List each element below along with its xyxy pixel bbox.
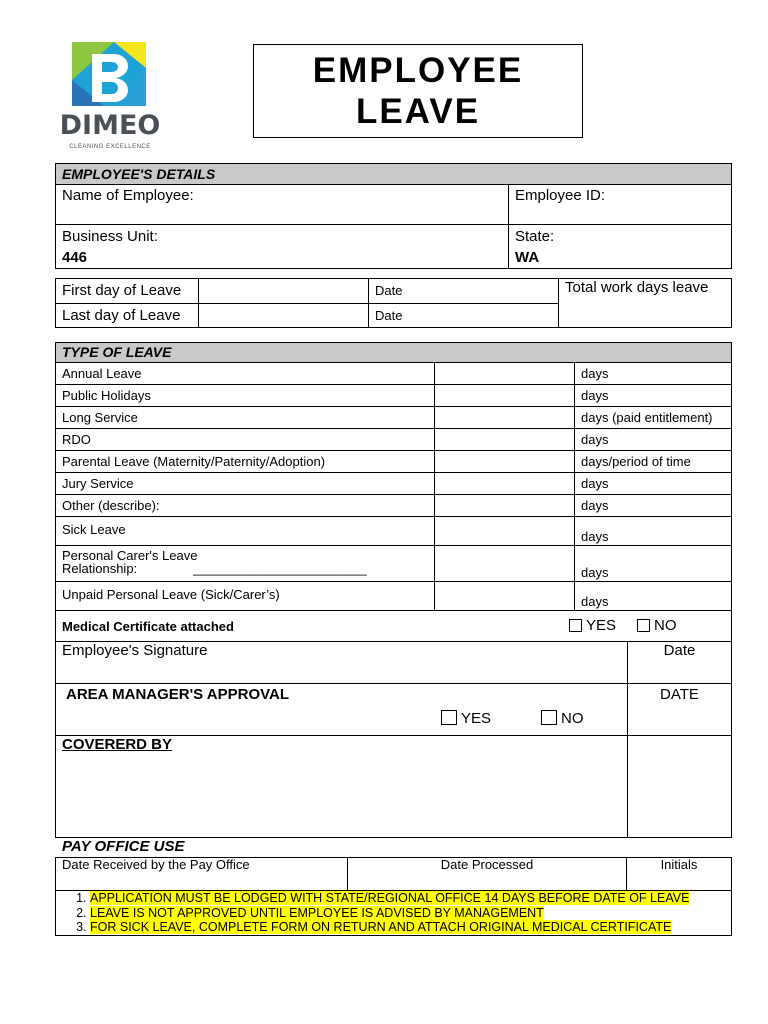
- first-day-date-field[interactable]: [369, 279, 559, 304]
- approval-no-label: NO: [561, 710, 584, 727]
- approval-yes-label: YES: [461, 710, 492, 727]
- leave-type: Sick Leave: [56, 517, 435, 546]
- leave-type: Unpaid Personal Leave (Sick/Carer’s): [56, 582, 435, 611]
- employee-details-table: [55, 163, 732, 269]
- covered-by-side-field[interactable]: [628, 736, 732, 838]
- total-days-label: Total work days leave: [565, 279, 709, 296]
- leave-days-input[interactable]: [435, 451, 575, 473]
- logo-tagline: CLEANING EXCELLENCE: [69, 144, 151, 150]
- leave-days-input[interactable]: [435, 517, 575, 546]
- leave-row: [56, 385, 732, 407]
- medical-no-label: NO: [654, 617, 677, 634]
- approval-table: [55, 610, 732, 838]
- leave-unit: days: [575, 546, 732, 582]
- date-processed-field[interactable]: [348, 858, 627, 891]
- leave-unit: days/period of time: [575, 451, 732, 473]
- medical-no-option[interactable]: [637, 617, 677, 634]
- state-value: WA: [515, 249, 540, 266]
- pay-office-notes: [56, 891, 732, 936]
- business-unit-value: 446: [62, 249, 88, 266]
- medical-certificate-row: [56, 611, 732, 642]
- signature-date-field[interactable]: [628, 642, 732, 684]
- leave-unit: days: [575, 582, 732, 611]
- form-title: [253, 44, 583, 138]
- medical-certificate-label: Medical Certificate attached: [62, 619, 234, 634]
- leave-unit: days: [575, 429, 732, 451]
- employee-signature-label: Employee's Signature: [62, 642, 208, 659]
- approval-yes-checkbox[interactable]: [441, 710, 457, 725]
- leave-row: [56, 517, 732, 546]
- note-item: 1. APPLICATION MUST BE LODGED WITH STATE/REGIONAL OFFICE 14 DAYS BEFORE DATE OF LEAVE: [90, 891, 731, 906]
- leave-dates-table: [55, 278, 732, 328]
- leave-row: [56, 495, 732, 517]
- first-day-input[interactable]: [199, 279, 369, 304]
- approval-date-label: DATE: [660, 686, 699, 703]
- leave-unit: days: [575, 517, 732, 546]
- leave-type: Public Holidays: [56, 385, 435, 407]
- leave-unit: days: [575, 363, 732, 385]
- leave-unit: days (paid entitlement): [575, 407, 732, 429]
- initials-field[interactable]: [627, 858, 732, 891]
- medical-no-checkbox[interactable]: [637, 619, 650, 632]
- leave-row: [56, 407, 732, 429]
- business-unit-field[interactable]: [56, 225, 509, 269]
- signature-date-label: Date: [663, 642, 696, 659]
- title-line-2: LEAVE: [355, 92, 481, 131]
- leave-type: Jury Service: [56, 473, 435, 495]
- type-of-leave-header: TYPE OF LEAVE: [56, 343, 732, 363]
- covered-by-label: COVERERD BY: [62, 736, 173, 753]
- leave-days-input[interactable]: [435, 385, 575, 407]
- date-received-label: Date Received by the Pay Office: [62, 857, 250, 872]
- leave-unit: days: [575, 495, 732, 517]
- leave-row: [56, 429, 732, 451]
- leave-type: Annual Leave: [56, 363, 435, 385]
- leave-type: Other (describe):: [56, 495, 435, 517]
- leave-unit: days: [575, 473, 732, 495]
- last-date-label: Date: [375, 308, 403, 323]
- covered-by-field[interactable]: [56, 736, 628, 838]
- leave-days-input[interactable]: [435, 582, 575, 611]
- date-processed-label: Date Processed: [440, 857, 534, 872]
- last-day-input[interactable]: [199, 304, 369, 328]
- leave-row: [56, 473, 732, 495]
- first-day-label: First day of Leave: [56, 279, 199, 304]
- pay-office-header: PAY OFFICE USE: [62, 838, 185, 855]
- note-item: 2. LEAVE IS NOT APPROVED UNTIL EMPLOYEE IS ADVISED BY MANAGEMENT: [90, 906, 731, 921]
- employee-id-field[interactable]: [509, 185, 732, 225]
- leave-days-input[interactable]: [435, 473, 575, 495]
- note-item: 3. FOR SICK LEAVE, COMPLETE FORM ON RETURN AND ATTACH ORIGINAL MEDICAL CERTIFICATE: [90, 920, 731, 935]
- medical-yes-checkbox[interactable]: [569, 619, 582, 632]
- leave-days-input[interactable]: [435, 363, 575, 385]
- area-manager-approval-label: AREA MANAGER'S APPROVAL: [66, 686, 290, 703]
- pay-office-table: [55, 857, 732, 936]
- leave-type: RDO: [56, 429, 435, 451]
- last-day-date-field[interactable]: [369, 304, 559, 328]
- total-days-field[interactable]: [559, 279, 732, 328]
- last-day-label: Last day of Leave: [56, 304, 199, 328]
- leave-days-input[interactable]: [435, 495, 575, 517]
- leave-days-input[interactable]: [435, 429, 575, 451]
- leave-row: [56, 363, 732, 385]
- leave-unit: days: [575, 385, 732, 407]
- leave-row: [56, 582, 732, 611]
- employee-signature-field[interactable]: [56, 642, 628, 684]
- medical-yes-option[interactable]: [569, 617, 616, 634]
- employee-id-label: Employee ID:: [515, 187, 606, 204]
- approval-yes-option[interactable]: [441, 710, 491, 727]
- company-logo: [54, 40, 166, 154]
- employee-details-header: EMPLOYEE'S DETAILS: [56, 164, 732, 185]
- leave-days-input[interactable]: [435, 407, 575, 429]
- leave-type: Parental Leave (Maternity/Paternity/Adoption): [56, 451, 435, 473]
- employee-name-label: Name of Employee:: [62, 187, 194, 204]
- logo-mark-icon: [54, 40, 166, 110]
- type-of-leave-table: [55, 342, 732, 611]
- carers-leave-field[interactable]: [56, 546, 435, 582]
- medical-yes-label: YES: [586, 617, 617, 634]
- approval-date-field[interactable]: [628, 684, 732, 736]
- date-received-field[interactable]: [56, 858, 348, 891]
- initials-label: Initials: [660, 857, 698, 872]
- first-date-label: Date: [375, 283, 403, 298]
- leave-type: Personal Carer's Leave: [62, 548, 198, 563]
- title-line-1: EMPLOYEE: [312, 51, 524, 90]
- relationship-line: ________________________: [193, 561, 367, 576]
- state-field[interactable]: [509, 225, 732, 269]
- leave-row: [56, 451, 732, 473]
- state-label: State:: [515, 228, 555, 245]
- relationship-label: Relationship:: [62, 561, 138, 576]
- leave-days-input[interactable]: [435, 546, 575, 582]
- approval-no-option[interactable]: [541, 710, 584, 727]
- approval-no-checkbox[interactable]: [541, 710, 557, 725]
- employee-name-field[interactable]: [56, 185, 509, 225]
- leave-type: Long Service: [56, 407, 435, 429]
- business-unit-label: Business Unit:: [62, 228, 158, 245]
- logo-name: DIMEO: [59, 110, 161, 141]
- leave-row: [56, 546, 732, 582]
- area-manager-approval-field: [56, 684, 628, 736]
